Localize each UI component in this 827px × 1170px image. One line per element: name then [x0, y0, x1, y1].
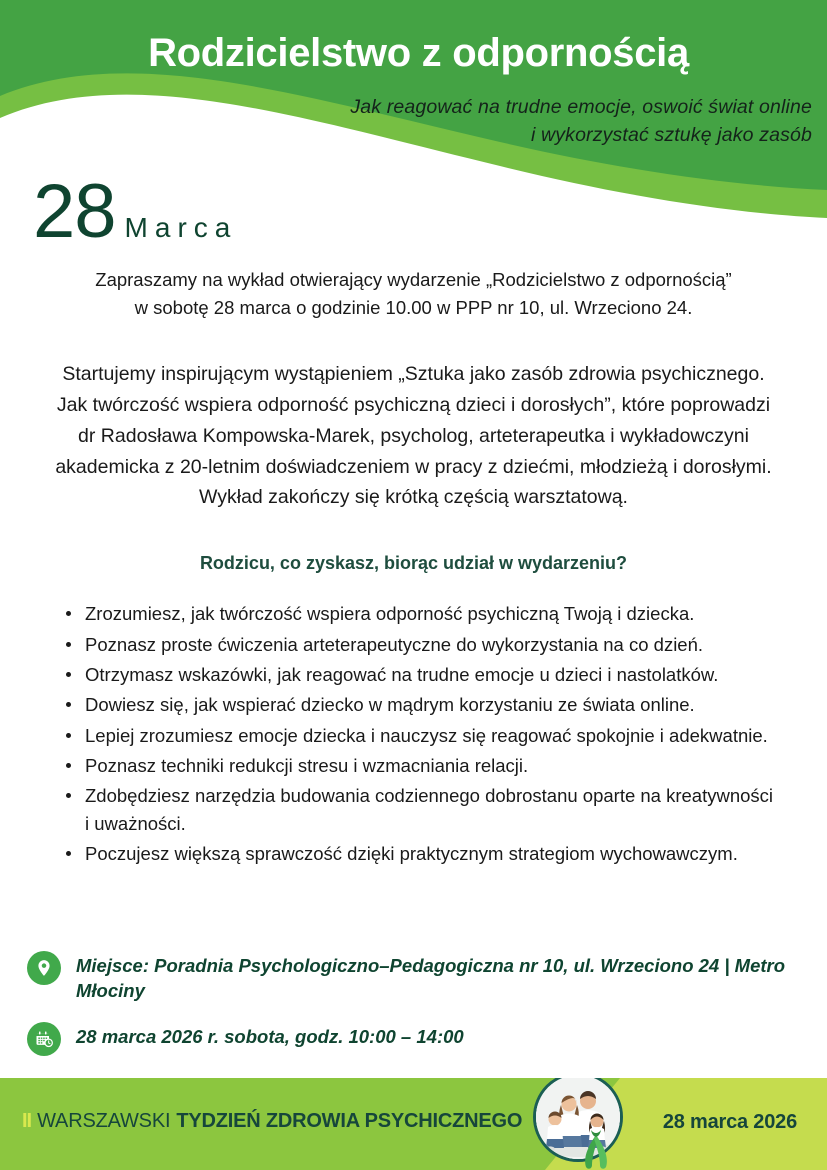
event-date-large: [33, 169, 238, 254]
list-item: Poznasz proste ćwiczenia arteterapeutyczne do wykorzystania na co dzień.: [66, 631, 782, 658]
poster-body: [0, 266, 827, 871]
list-item: Poznasz techniki redukcji stresu i wzmacniania relacji.: [66, 752, 782, 779]
green-ribbon-icon: [579, 1122, 613, 1170]
event-datetime-row: [27, 1021, 787, 1056]
event-location-row: [27, 950, 787, 1003]
footer-brand-lockup: [22, 1110, 522, 1133]
benefits-list: [0, 600, 827, 867]
header-text-group: [0, 0, 827, 180]
list-item: Lepiej zrozumiesz emocje dziecka i nauczysz się reagować spokojnie i adekwatnie.: [66, 722, 782, 749]
footer-date: 28 marca 2026: [662, 1111, 797, 1133]
event-location-text: Miejsce: Poradnia Psychologiczno–Pedagogiczna nr 10, ul. Wrzeciono 24 | Metro Młociny: [76, 955, 786, 1002]
list-item: Poczujesz większą sprawczość dzięki praktycznym strategiom wychowawczym.: [66, 840, 782, 867]
family-photo-logo: [530, 1078, 626, 1170]
intro-paragraph: [40, 266, 787, 322]
brand-name-light: WARSZAWSKI: [37, 1110, 171, 1132]
calendar-clock-icon: [27, 1022, 61, 1056]
date-day-number: 28: [33, 169, 116, 254]
brand-edition-number: II: [22, 1110, 32, 1132]
list-item: Dowiesz się, jak wspierać dziecko w mądrym korzystaniu ze świata online.: [66, 691, 782, 718]
list-item: Zdobędziesz narzędzia budowania codziennego dobrostanu oparte na kreatywności i uważności.: [66, 782, 782, 837]
lead-paragraph: Startujemy inspirującym wystąpieniem „Sztuka jako zasób zdrowia psychicznego. Jak twórczość wspiera odporność psychiczną dzieci i dorosłych”, które poprowadzi dr Radosława Kompowska-Marek, psycholog, arteterapeutka i wykładowczyni akademicka z 20-letnim doświadczeniem w pracy z dziećmi, młodzieżą i dorosłymi. Wykład zakończy się krótką częścią warsztatową.: [55, 363, 772, 509]
list-item: Zrozumiesz, jak twórczość wspiera odporność psychiczną Twoją i dziecka.: [66, 600, 782, 627]
benefits-heading: Rodzicu, co zyskasz, biorąc udział w wydarzeniu?: [199, 553, 628, 574]
subtitle-line-2: i wykorzystać sztukę jako zasób: [530, 123, 812, 146]
page-title: Rodzicielstwo z odpornością: [148, 31, 689, 75]
location-pin-icon: [27, 951, 61, 985]
intro-line-1: Zapraszamy na wykład otwierający wydarzenie „Rodzicielstwo z odpornością”: [95, 269, 732, 290]
event-datetime-text: 28 marca 2026 r. sobota, godz. 10:00 – 14:00: [76, 1026, 464, 1048]
intro-line-2: w sobotę 28 marca o godzinie 10.00 w PPP nr 10, ul. Wrzeciono 24.: [134, 297, 693, 319]
poster-footer: [0, 1078, 827, 1170]
brand-name-bold: TYDZIEŃ ZDROWIA PSYCHICZNEGO: [176, 1110, 523, 1132]
poster-subtitle: [0, 94, 812, 149]
subtitle-line-1: Jak reagować na trudne emocje, oswoić świat online: [350, 96, 812, 118]
list-item: Otrzymasz wskazówki, jak reagować na trudne emocje u dzieci i nastolatków.: [66, 661, 782, 688]
event-details: [27, 950, 787, 1074]
date-month-name: Marca: [124, 212, 238, 243]
